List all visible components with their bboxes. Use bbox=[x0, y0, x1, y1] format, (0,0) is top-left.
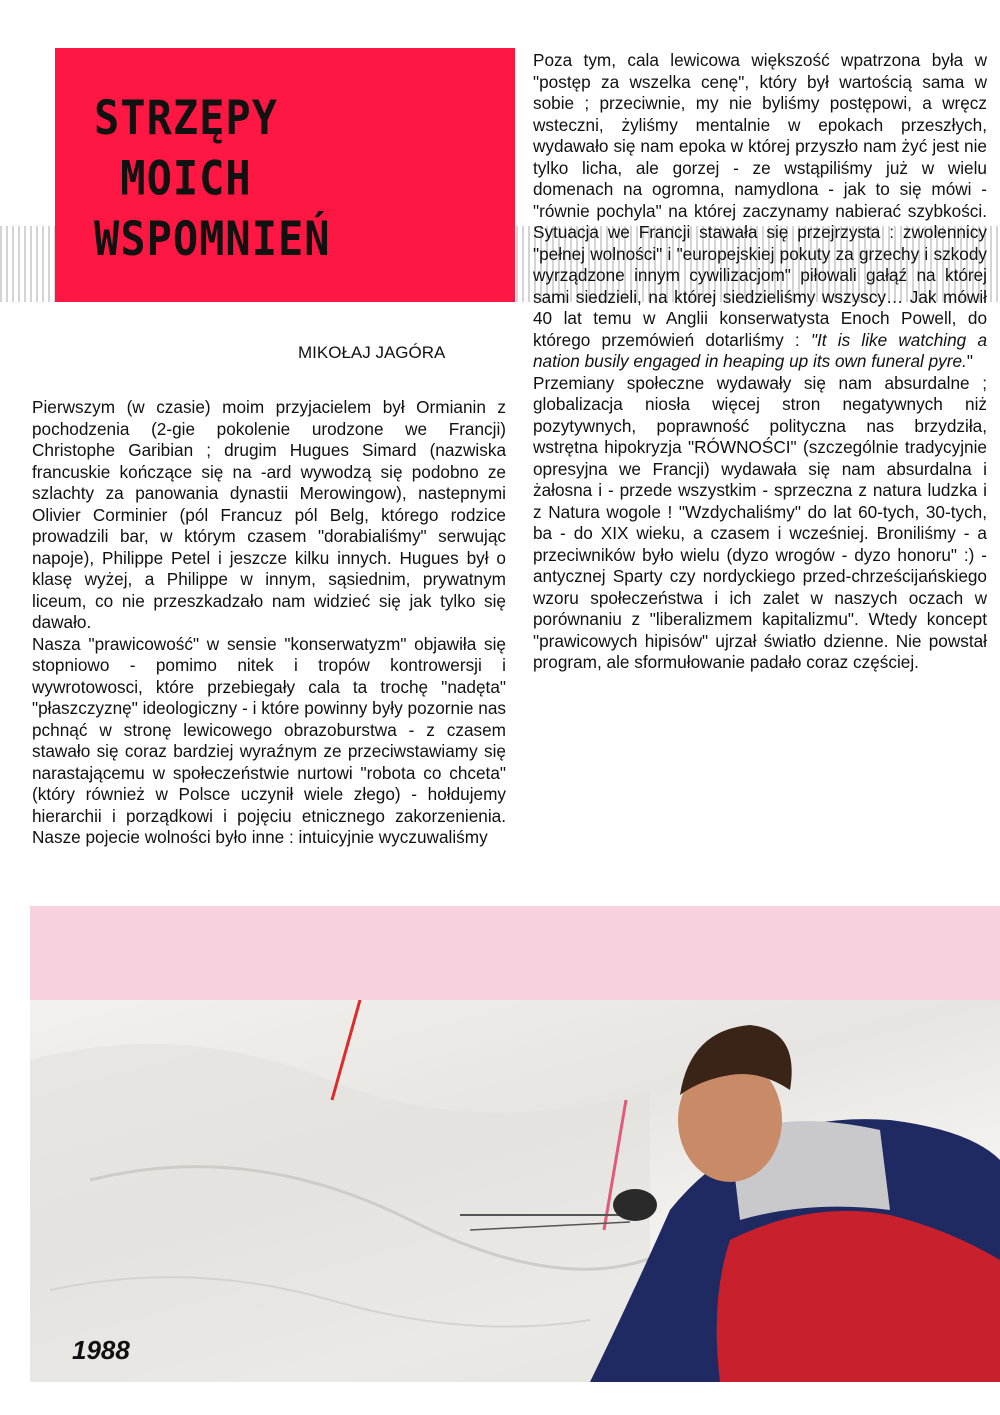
photo-illustration bbox=[30, 1000, 1000, 1382]
title-line-3: WSPOMNIEŃ bbox=[94, 211, 331, 267]
left-column bbox=[32, 397, 506, 849]
pink-band bbox=[30, 906, 1000, 1000]
paragraph: Nasza "prawicowość" w sensie "konserwatyzm" objawiła się stopniowo - pomimo nitek i tropów kontrowersji i wywrotowosci, które przebiegały cala ta trochę "nadęta" "płaszczyznę" ideologiczny - i które powinny były pozornie nas pchnąć w stronę lewicowego obrazoburstwa - z czasem stawało się coraz bardziej wyraźnym ze przeciwstawiamy się narastającemu w społeczeństwie nurtowi "robota co chceta" (który również w Polsce uczynił wiele złego) - hołdujemy hierarchii i porządkowi i pojęciu etnicznego zakorzenienia. Nasze pojecie wolności było inne : intuicyjnie wyczuwaliśmy bbox=[32, 633, 506, 847]
right-column bbox=[533, 50, 987, 674]
quote: "It is like watching a nation busily engaged in heaping up its own funeral pyre. bbox=[533, 329, 987, 371]
paragraph bbox=[533, 50, 987, 373]
title-line-1: STRZĘPY bbox=[94, 90, 279, 146]
photo-caption-year: 1988 bbox=[72, 1335, 130, 1365]
quote-end: " bbox=[966, 351, 973, 371]
paragraph-text: Poza tym, cala lewicowa większość wpatrzona była w "postęp za wszelka cenę", który był wartością sama w sobie ; przeciwnie, my nie byliśmy postępowi, a wręcz wsteczni, żyliśmy mentalnie w epokach przeszłych, wydawało się nam epoka w której przyszło nam żyć jest nie tylko licha, ale gorzej - ze wstąpiliśmy już w wielu domenach na ogromna, namydlona - jak to się mówi - "równie pochyla" na której zaczynamy nabierać szybkości. Sytuacja we Francji stawała się przejrzysta : zwolennicy "pełnej wolności" i "europejskiej pokuty za grzechy i szkody wyrządzone innym cywilizacjom" piłowali gałąź na której sami siedzieli, na której siedzieliśmy wszyscy… Jak mówił 40 lat temu w Anglii konserwatysta Enoch Powell, do którego przemówień dotarliśmy : bbox=[533, 50, 987, 350]
article-title bbox=[94, 88, 331, 269]
skier-photo bbox=[30, 1000, 1000, 1382]
paragraph: Przemiany społeczne wydawały się nam absurdalne ; globalizacja niosła więcej stron negatywnych niż pozytywnych, poprawność polityczna nas brzydziła, wstrętna hipokryzja "RÓWNOŚCI" (szczególnie tradycyjnie opresyjna we Francji) wydawała się nam absurdalna i żałosna i - przede wszystkim - sprzeczna z natura ludzka i z Natura wogole ! "Wzdychaliśmy" do lat 60-tych, 30-tych, ba - do XIX wieku, a czasem i wcześniej. Broniliśmy - a przeciwników było wielu (dyzo wrogów - dyzo honoru" :) - antycznej Sparty czy nordyckiego przed-chrześcijańskiego wzoru społeczeństwa i ich zalet w naszych oczach w porównaniu z "liberalizmem kapitalizmu". Wtedy koncept "prawicowych hipisów" ujrzał światło dzienne. Nie powstał program, ale sformułowanie padało coraz częściej. bbox=[533, 372, 987, 672]
title-line-2: MOICH bbox=[94, 150, 252, 206]
author-name: MIKOŁAJ JAGÓRA bbox=[298, 343, 446, 362]
paragraph: Pierwszym (w czasie) moim przyjacielem był Ormianin z pochodzenia (2-gie pokolenie urodzone we Francji) Christophe Garibian ; drugim Hugues Simard (nazwiska francuskie kończące się na -ard wywodzą się podobno ze szlachty za panowania dynastii Merowingow), nastepnymi Olivier Corminier (pól Francuz pól Belg, którego rodzice prowadzili bar, w którym czasem "dorabialiśmy" serwując napoje), Philippe Petel i jeszcze kilku innych. Hugues był o klasę wyżej, a Philippe w innym, sąsiednim, prywatnym liceum, co nie przeszkadzało nam widzieć się jak tylko się dawało. bbox=[32, 397, 506, 632]
